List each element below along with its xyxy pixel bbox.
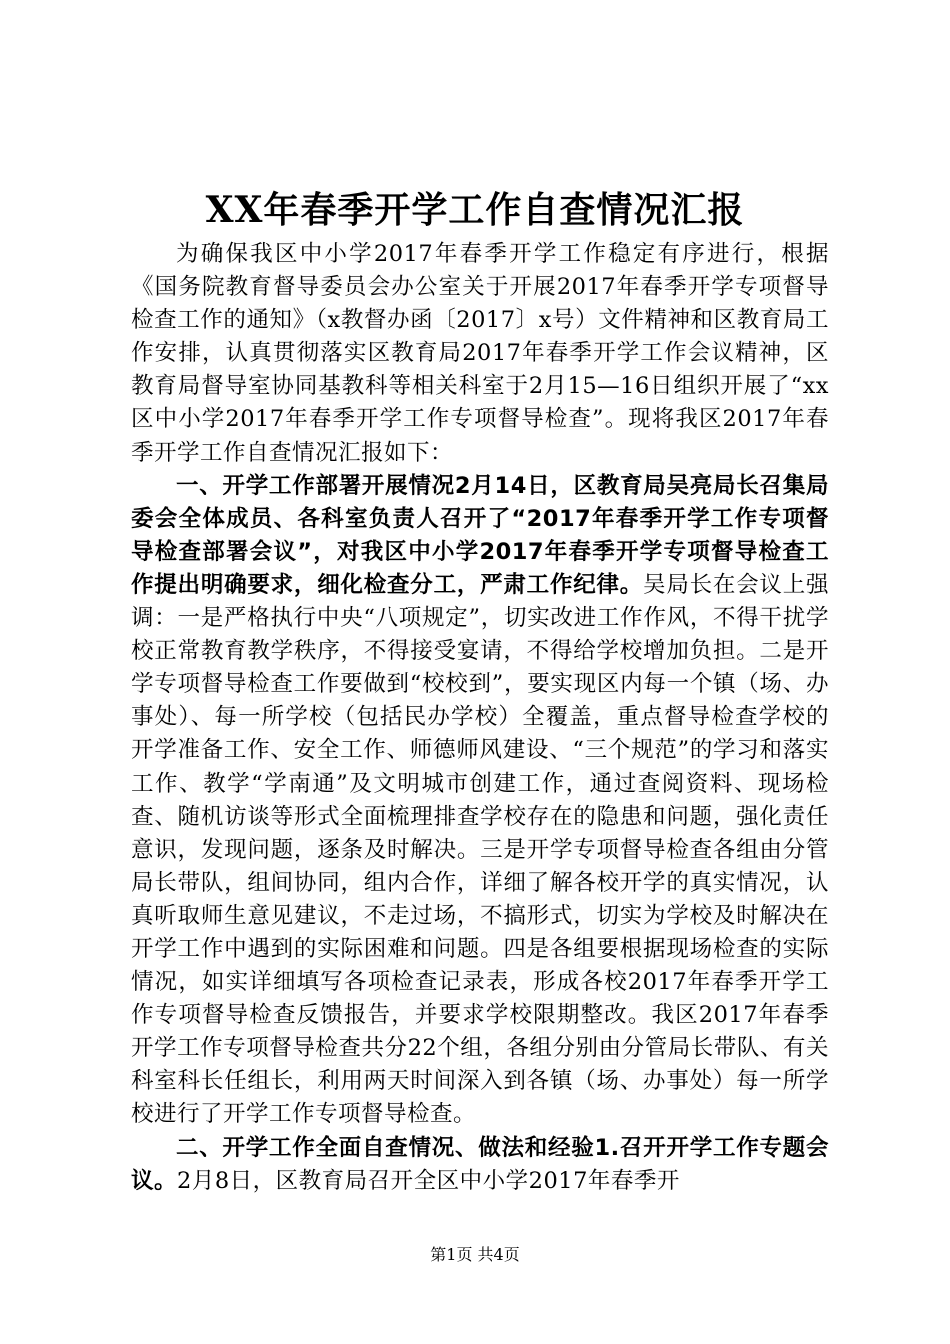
- section-two-heading: 二、开学工作全面自查情况、做法和经验1.召开开学工作专题会议。: [131, 1134, 829, 1194]
- section-one-heading: 一、开学工作部署开展情况2月14日，区教育局吴亮局长召集局委会全体成员、各科室负责人召开了“2017年春季开学工作专项督导检查部署会议”，对我区中小学2017年春季开学专项督导检查工作提出明确要求，细化检查分工，严肃工作纪律。: [131, 472, 829, 598]
- paragraph-section-one: [131, 470, 829, 1132]
- paragraph-section-two: [131, 1132, 829, 1198]
- document-title: XX年春季开学工作自查情况汇报: [205, 189, 745, 231]
- document-body: [131, 238, 829, 1198]
- paragraph-intro: [131, 238, 829, 470]
- section-one-text: 吴局长在会议上强调：一是严格执行中央“八项规定”，切实改进工作作风，不得干扰学校正常教育教学秩序，不得接受宴请，不得给学校增加负担。二是开学专项督导检查工作要做到“校校到”，要实现区内每一个镇（场、办事处）、每一所学校（包括民办学校）全覆盖，重点督导检查学校的开学准备工作、安全工作、师德师风建设、“三个规范”的学习和落实工作、教学“学南通”及文明城市创建工作，通过查阅资料、现场检查、随机访谈等形式全面梳理排查学校存在的隐患和问题，强化责任意识，发现问题，逐条及时解决。三是开学专项督导检查各组由分管局长带队，组间协同，组内合作，详细了解各校开学的真实情况，认真听取师生意见建议，不走过场，不搞形式，切实为学校及时解决在开学工作中遇到的实际困难和问题。四是各组要根据现场检查的实际情况，如实详细填写各项检查记录表，形成各校2017年春季开学工作专项督导检查反馈报告，并要求学校限期整改。我区2017年春季开学工作专项督导检查共分22个组，各组分别由分管局长带队、有关科室科长任组长，利用两天时间深入到各镇（场、办事处）每一所学校进行了开学工作专项督导检查。: [131, 571, 829, 1128]
- paragraph-intro-text: 为确保我区中小学2017年春季开学工作稳定有序进行，根据《国务院教育督导委员会办公室关于开展2017年春季开学专项督导检查工作的通知》（x教督办函〔2017〕x号）文件精神和区教育局工作安排，认真贯彻落实区教育局2017年春季开学工作会议精神，区教育局督导室协同基教科等相关科室于2月15—16日组织开展了“xx区中小学2017年春季开学工作专项督导检查”。现将我区2017年春季开学工作自查情况汇报如下：: [131, 241, 829, 466]
- page-footer: 第1页 共4页: [430, 1245, 520, 1264]
- section-two-text: 2月8日，区教育局召开全区中小学2017年春季开: [177, 1167, 680, 1194]
